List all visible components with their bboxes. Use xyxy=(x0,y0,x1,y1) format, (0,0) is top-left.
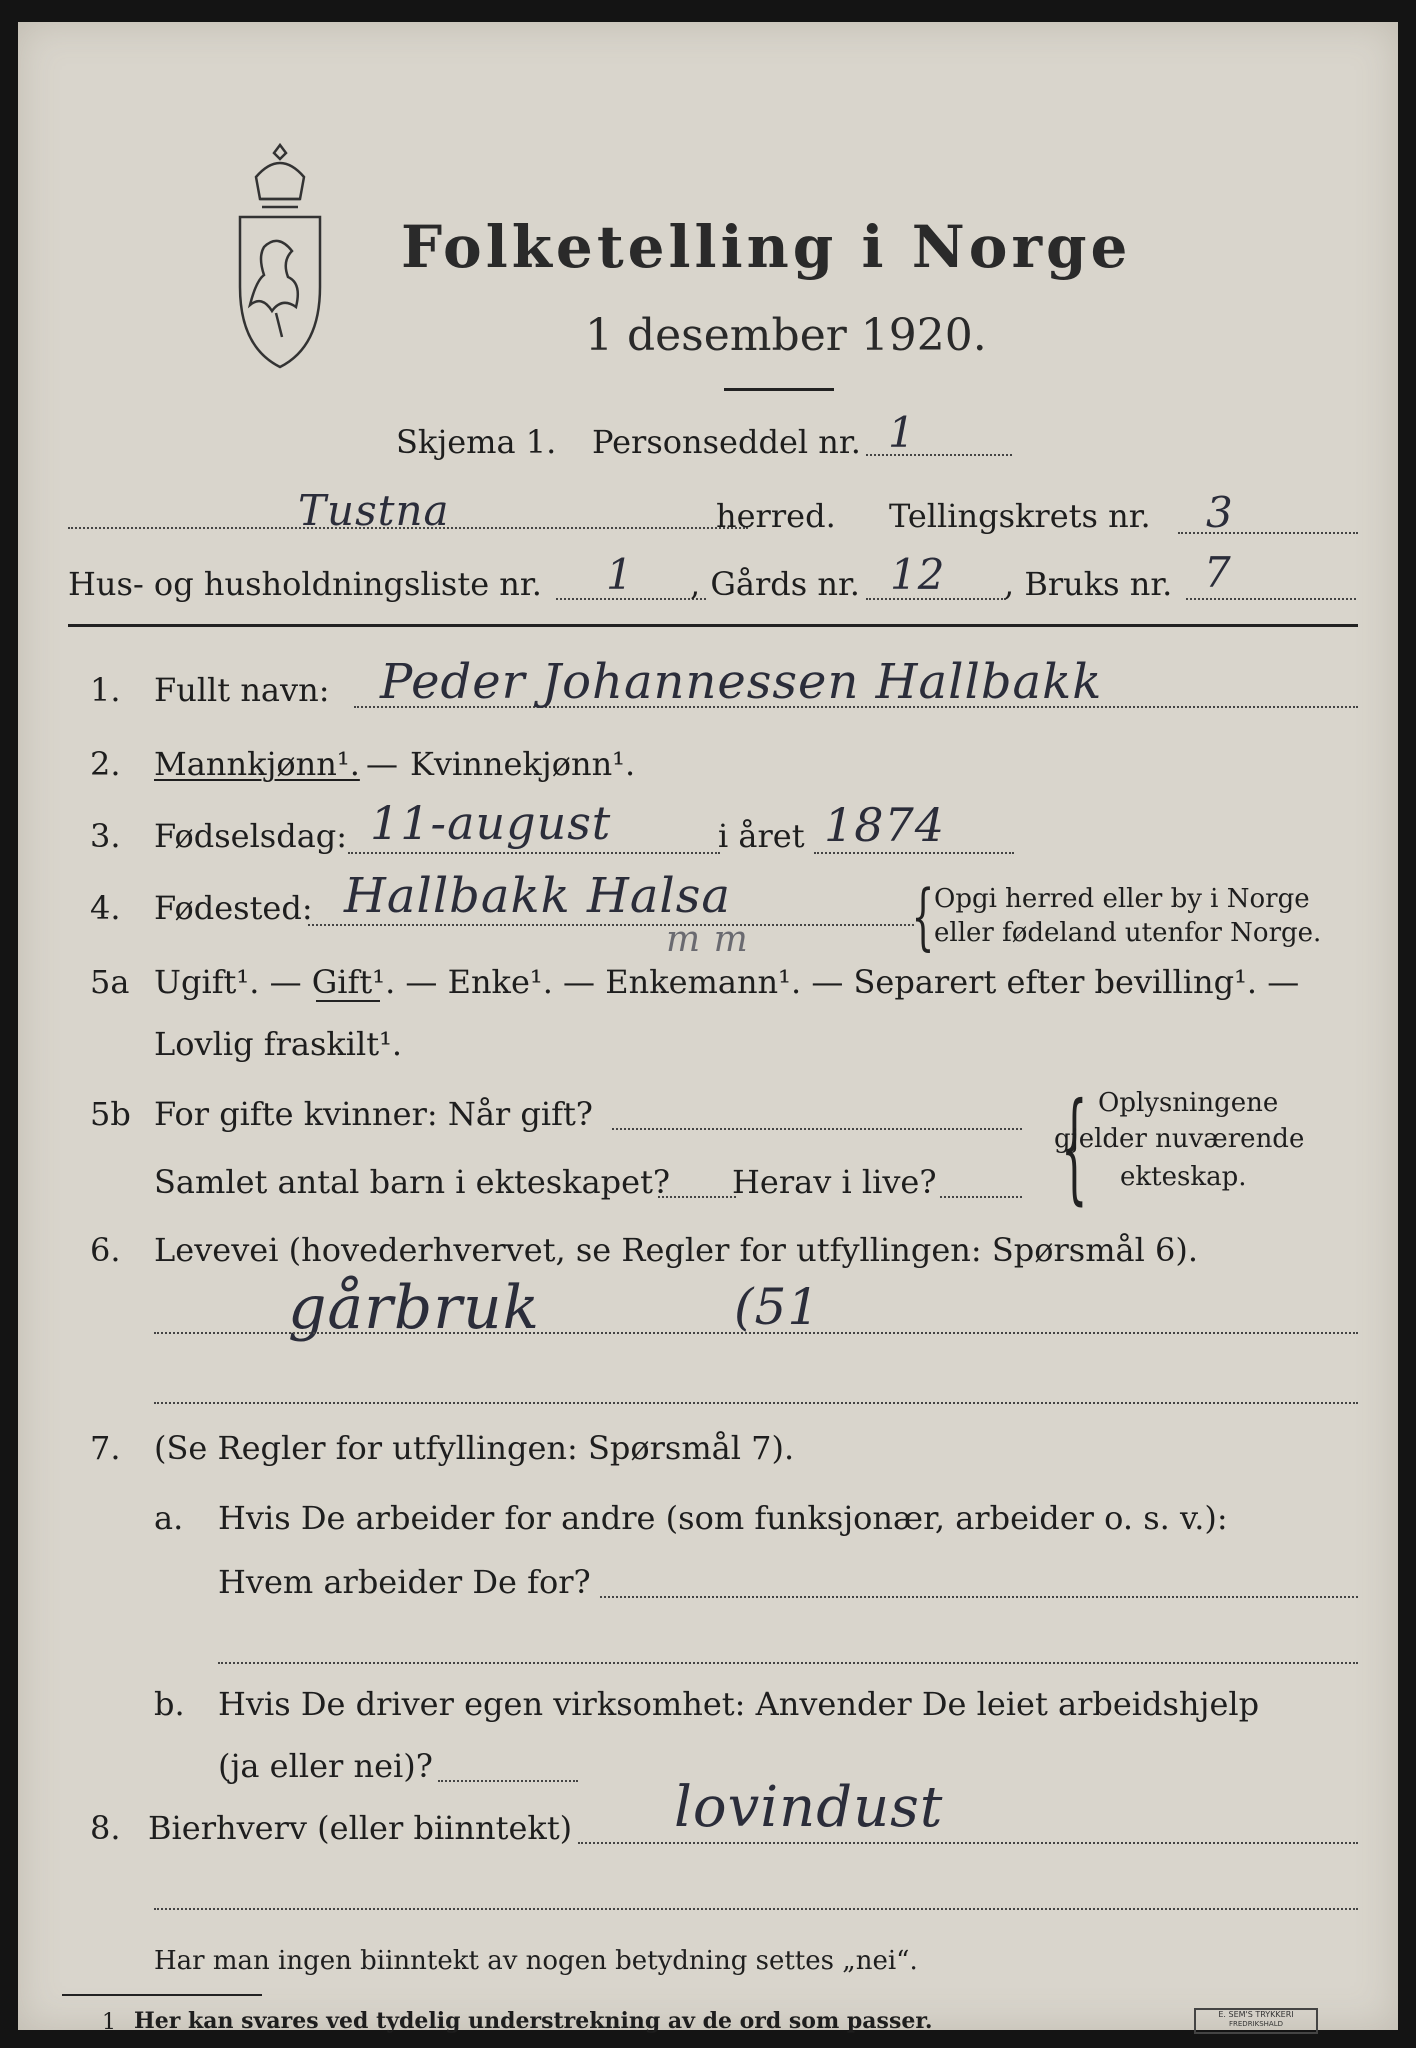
bruks-label: , Bruks nr. xyxy=(1004,565,1173,603)
q5b-number: 5b xyxy=(90,1095,131,1133)
q6-line1 xyxy=(154,1332,1358,1334)
coat-of-arms-icon xyxy=(230,137,330,377)
q4-line xyxy=(308,924,914,926)
printer-stamp: E. SEM'S TRYKKERI FREDRIKSHALD xyxy=(1194,2008,1318,2034)
q2-mannkjonn: Mannkjønn¹. xyxy=(154,745,360,783)
census-form-page xyxy=(18,22,1398,2035)
q5b-note-line1: Oplysningene xyxy=(1098,1088,1279,1118)
gards-value: 12 xyxy=(890,550,946,599)
q2-separator: — xyxy=(366,745,398,783)
q3-value: 11-august xyxy=(370,796,612,850)
q4-brace: { xyxy=(911,874,935,958)
q3-line xyxy=(348,852,720,854)
q4-label: Fødested: xyxy=(154,889,313,927)
q7-number: 7. xyxy=(90,1429,121,1467)
footnote-number: 1 xyxy=(102,2010,116,2035)
q5a-line2: Lovlig fraskilt¹. xyxy=(154,1025,403,1063)
q6-label: Levevei (hovederhvervet, se Regler for utfyllingen: Spørsmål 6). xyxy=(154,1231,1199,1269)
q7b-answer-line xyxy=(438,1780,578,1782)
q3-year-line xyxy=(814,852,1014,854)
q7b-line1: Hvis De driver egen virksomhet: Anvender De leiet arbeidshjelp xyxy=(218,1685,1260,1723)
census-date: 1 desember 1920. xyxy=(585,310,987,361)
q4-value: Hallbakk Halsa xyxy=(344,868,732,924)
hus-value: 1 xyxy=(606,550,634,599)
q8-line2 xyxy=(154,1908,1358,1910)
q4-number: 4. xyxy=(90,889,121,927)
q8-value: lovindust xyxy=(674,1775,944,1840)
q7a-employer-line xyxy=(600,1596,1358,1598)
footnote-rule xyxy=(62,1994,262,1996)
q7a-line2: Hvem arbeider De for? xyxy=(218,1563,591,1601)
q3-year-value: 1874 xyxy=(824,798,946,852)
q8-number: 8. xyxy=(90,1809,121,1847)
q4-note-line2: eller fødeland utenfor Norge. xyxy=(934,918,1322,948)
q5b-note-line3: ekteskap. xyxy=(1120,1162,1247,1192)
q5a-line1: Ugift¹. — Gift¹. — Enke¹. — Enkemann¹. — Separert efter bevilling¹. — xyxy=(154,963,1300,1001)
q6-code: (51 xyxy=(734,1278,821,1336)
q7a-employer-line2 xyxy=(218,1662,1358,1664)
q3-label: Fødselsdag: xyxy=(154,817,348,855)
personseddel-label: Personseddel nr. xyxy=(592,423,861,461)
q6-value: gårbruk xyxy=(288,1273,540,1343)
header-rule xyxy=(68,624,1358,627)
q5b-nar-gift-line xyxy=(612,1128,1022,1130)
tellingskrets-value: 3 xyxy=(1206,488,1234,537)
q5b-live-line xyxy=(940,1196,1022,1198)
q5b-brace: { xyxy=(1060,1078,1088,1217)
herred-label: herred. xyxy=(716,497,836,535)
page-title: Folketelling i Norge xyxy=(401,213,1132,281)
q7a-line1: Hvis De arbeider for andre (som funksjonær, arbeider o. s. v.): xyxy=(218,1499,1228,1537)
tellingskrets-label: Tellingskrets nr. xyxy=(889,497,1151,535)
gards-label: , Gårds nr. xyxy=(690,565,860,603)
q5a-number: 5a xyxy=(90,963,130,1001)
personseddel-value: 1 xyxy=(888,408,916,457)
q7a-letter: a. xyxy=(154,1499,184,1537)
title-divider xyxy=(724,388,834,391)
q1-value: Peder Johannessen Hallbakk xyxy=(380,654,1103,710)
bruks-value: 7 xyxy=(1204,548,1232,597)
q7-label: (Se Regler for utfyllingen: Spørsmål 7). xyxy=(154,1429,795,1467)
q5a-mark: m m xyxy=(666,919,749,960)
herred-value: Tustna xyxy=(298,486,450,535)
q7b-line2: (ja eller nei)? xyxy=(218,1747,433,1785)
q5a-gift-underline xyxy=(316,1000,380,1002)
q3-year-label: i året xyxy=(718,817,805,855)
q2-number: 2. xyxy=(90,745,121,783)
q4-note-line1: Opgi herred eller by i Norge xyxy=(934,884,1310,914)
q7b-letter: b. xyxy=(154,1685,185,1723)
q6-line2 xyxy=(154,1402,1358,1404)
q5b-line1: For gifte kvinner: Når gift? xyxy=(154,1095,593,1133)
q5b-line2b: Herav i live? xyxy=(732,1163,937,1201)
footer-note: Har man ingen biinntekt av nogen betydning settes „nei“. xyxy=(154,1946,918,1976)
q5b-note-line2: gjelder nuværende xyxy=(1054,1124,1305,1154)
q2-kvinnekjonn: Kvinnekjønn¹. xyxy=(410,745,636,783)
q3-number: 3. xyxy=(90,817,121,855)
q6-number: 6. xyxy=(90,1231,121,1269)
hus-label: Hus- og husholdningsliste nr. xyxy=(68,565,542,603)
q5b-line2a: Samlet antal barn i ekteskapet? xyxy=(154,1163,671,1201)
tellingskrets-line xyxy=(1178,532,1358,534)
footnote-text: Her kan svares ved tydelig understrekning av de ord som passer. xyxy=(134,2008,933,2034)
skjema-label: Skjema 1. xyxy=(396,423,557,461)
q5b-barn-line xyxy=(658,1196,736,1198)
q1-number: 1. xyxy=(90,671,121,709)
q8-label: Bierhverv (eller biinntekt) xyxy=(148,1809,573,1847)
q8-line xyxy=(578,1842,1358,1844)
q1-label: Fullt navn: xyxy=(154,671,330,709)
bruks-line xyxy=(1186,598,1356,600)
